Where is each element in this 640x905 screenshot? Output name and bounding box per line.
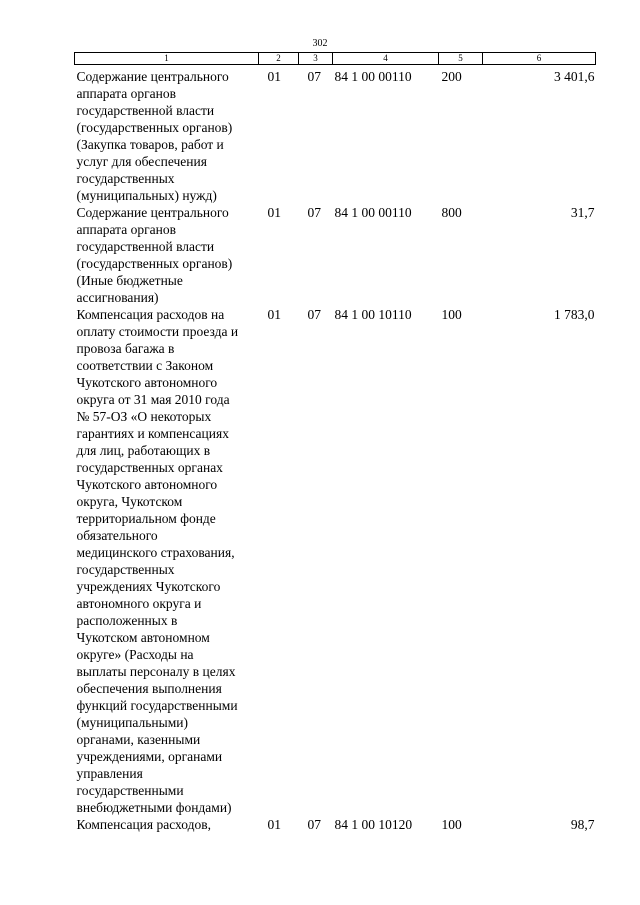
row-name-line: государственной власти xyxy=(76,239,215,254)
expense-type-cell: 100 xyxy=(441,817,462,832)
row-name-line: функций государственными xyxy=(76,698,238,713)
expense-type-cell: 100 xyxy=(441,307,462,322)
header-row xyxy=(75,53,596,65)
section-code-cell: 01 xyxy=(267,307,281,322)
row-name-line: (государственных органов) xyxy=(76,120,233,135)
row-name-line: государственных xyxy=(76,562,175,577)
subsection-code-cell: 07 xyxy=(307,205,321,220)
row-name-line: ассигнования) xyxy=(76,290,159,305)
table-row xyxy=(75,306,596,816)
row-name-line: округа от 31 мая 2010 года xyxy=(76,392,230,407)
amount-cell: 1 783,0 xyxy=(554,307,595,322)
section-code-cell: 01 xyxy=(267,69,281,84)
target-article-cell: 84 1 00 00110 xyxy=(334,69,412,84)
row-name-line: государственной власти xyxy=(76,103,215,118)
row-name-line: провоза багажа в xyxy=(76,341,175,356)
row-name-line: аппарата органов xyxy=(76,86,176,101)
page-number: 302 xyxy=(312,38,328,49)
target-article-cell: 84 1 00 00110 xyxy=(334,205,412,220)
row-name-line: аппарата органов xyxy=(76,222,176,237)
row-name-line: Содержание центрального xyxy=(76,69,229,84)
table-row xyxy=(75,65,596,205)
row-name-line: соответствии с Законом xyxy=(76,358,214,373)
subsection-code-cell: 07 xyxy=(307,69,321,84)
row-name-line: территориальном фонде xyxy=(76,511,216,526)
row-name-line: государственных органах xyxy=(76,460,223,475)
header-cell-2: 2 xyxy=(259,53,299,65)
row-name-cell xyxy=(75,306,259,816)
expense-type-cell: 200 xyxy=(441,69,462,84)
table-row xyxy=(75,816,596,833)
budget-table xyxy=(74,52,596,833)
row-name-line: (Иные бюджетные xyxy=(76,273,183,288)
row-name-line: внебюджетными фондами) xyxy=(76,800,232,815)
header-cell-6: 6 xyxy=(483,53,596,65)
table-body xyxy=(75,65,596,834)
section-code-cell: 01 xyxy=(267,817,281,832)
table-row xyxy=(75,204,596,306)
row-name-line: Компенсация расходов, xyxy=(76,817,212,832)
row-name-line: Чукотском автономном xyxy=(76,630,210,645)
section-code-cell: 01 xyxy=(267,205,281,220)
row-name-line: услуг для обеспечения xyxy=(76,154,207,169)
row-name-line: округе» (Расходы на xyxy=(76,647,194,662)
row-name-line: управления xyxy=(76,766,143,781)
expense-type-cell: 800 xyxy=(441,205,462,220)
header-cell-5: 5 xyxy=(439,53,483,65)
row-name-line: обеспечения выполнения xyxy=(76,681,222,696)
row-name-line: оплату стоимости проезда и xyxy=(76,324,239,339)
row-name-line: государственными xyxy=(76,783,184,798)
row-name-line: для лиц, работающих в xyxy=(76,443,211,458)
row-name-line: расположенных в xyxy=(76,613,178,628)
amount-cell: 3 401,6 xyxy=(554,69,595,84)
row-name-line: (государственных органов) xyxy=(76,256,233,271)
row-name-cell xyxy=(75,65,259,205)
amount-cell: 98,7 xyxy=(570,817,595,832)
row-name-line: автономного округа и xyxy=(76,596,202,611)
row-name-line: государственных xyxy=(76,171,175,186)
header-cell-4: 4 xyxy=(333,53,439,65)
row-name-line: № 57-ОЗ «О некоторых xyxy=(76,409,212,424)
row-name-line: учреждениями, органами xyxy=(76,749,223,764)
row-name-line: Чукотского автономного xyxy=(76,477,218,492)
row-name-line: округа, Чукотском xyxy=(76,494,183,509)
row-name-line: Компенсация расходов на xyxy=(76,307,225,322)
row-name-line: (Закупка товаров, работ и xyxy=(76,137,224,152)
target-article-cell: 84 1 00 10120 xyxy=(334,817,413,832)
row-name-line: Чукотского автономного xyxy=(76,375,218,390)
row-name-line: (муниципальными) xyxy=(76,715,188,730)
row-name-line: выплаты персоналу в целях xyxy=(76,664,236,679)
subsection-code-cell: 07 xyxy=(307,817,321,832)
row-name-line: гарантиях и компенсациях xyxy=(76,426,229,441)
row-name-line: учреждениях Чукотского xyxy=(76,579,221,594)
subsection-code-cell: 07 xyxy=(307,307,321,322)
row-name-cell xyxy=(75,204,259,306)
row-name-line: медицинского страхования, xyxy=(76,545,235,560)
row-name-line: обязательного xyxy=(76,528,158,543)
row-name-line: Содержание центрального xyxy=(76,205,229,220)
target-article-cell: 84 1 00 10110 xyxy=(334,307,412,322)
row-name-cell xyxy=(75,816,259,833)
row-name-line: (муниципальных) нужд) xyxy=(76,188,217,203)
header-cell-3: 3 xyxy=(299,53,333,65)
amount-cell: 31,7 xyxy=(570,205,595,220)
header-cell-1: 1 xyxy=(75,53,259,65)
row-name-line: органами, казенными xyxy=(76,732,201,747)
